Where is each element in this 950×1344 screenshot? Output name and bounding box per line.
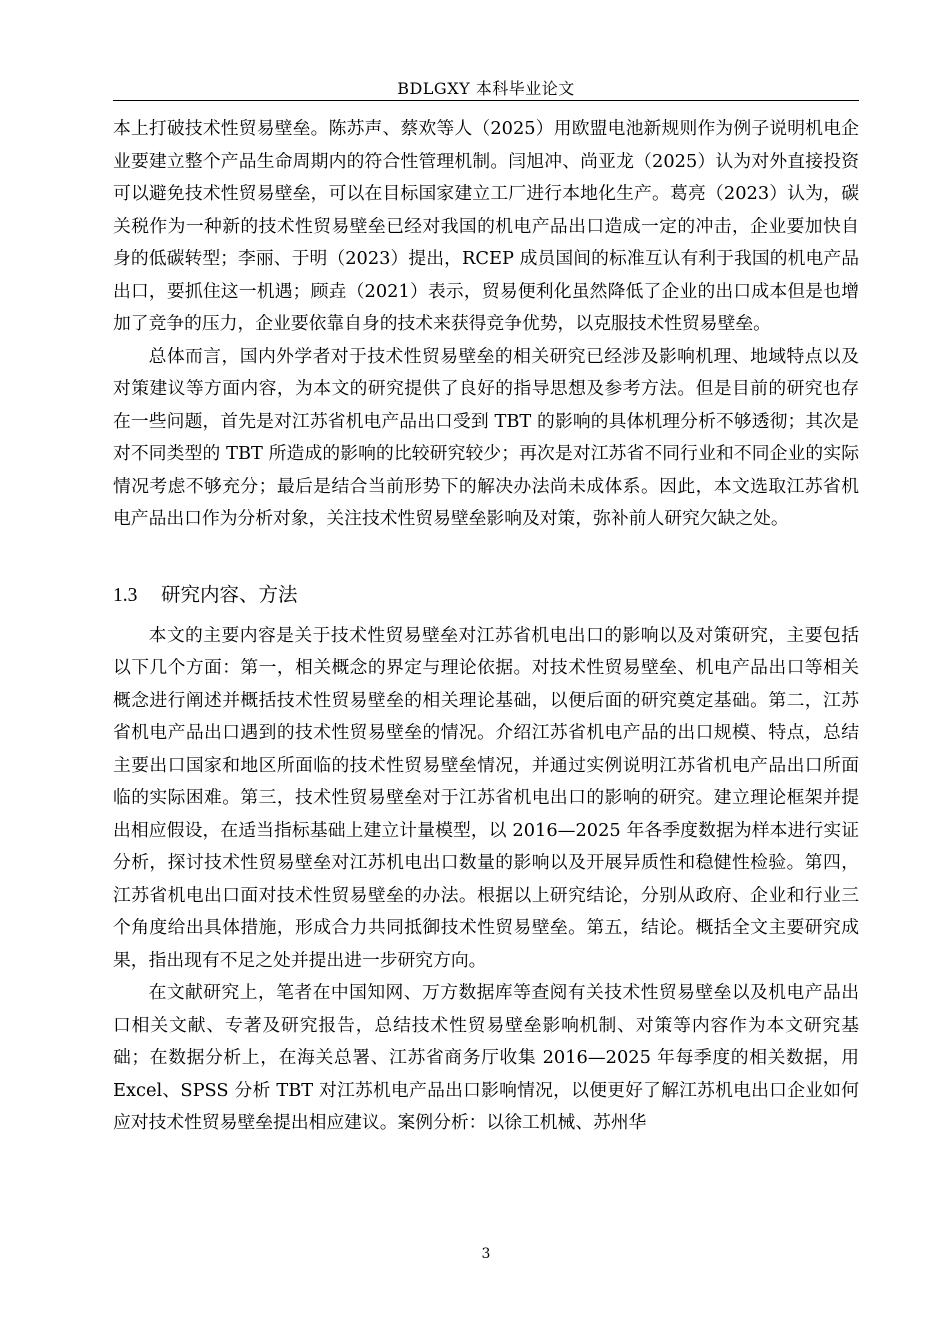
paragraph-research-content: 本文的主要内容是关于技术性贸易壁垒对江苏省机电出口的影响以及对策研究，主要包括以下几个方面：第一，相关概念的界定与理论依据。对技术性贸易壁垒、机电产品出口等相关概念进行阐述并概括技术性贸易壁垒的相关理论基础，以便后面的研究奠定基础。第二，江苏省机电产品出口遇到的技术性贸易壁垒的情况。介绍江苏省机电产品的出口规模、特点，总结主要出口国家和地区所面临的技术性贸易壁垒情况，并通过实例说明江苏省机电产品出口所面临的实际困难。第三，技术性贸易壁垒对于江苏省机电出口的影响的研究。建立理论框架并提出相应假设，在适当指标基础上建立计量模型，以 2016—2025 年各季度数据为样本进行实证分析，探讨技术性贸易壁垒对江苏机电出口数量的影响以及开展异质性和稳健性检验。第四，江苏省机电出口面对技术性贸易壁垒的办法。根据以上研究结论，分别从政府、企业和行业三个角度给出具体措施，形成合力共同抵御技术性贸易壁垒。第五，结论。概括全文主要研究成果，指出现有不足之处并提出进一步研究方向。	[113, 624, 859, 971]
paragraph-research-methods: 在文献研究上，笔者在中国知网、万方数据库等查阅有关技术性贸易壁垒以及机电产品出口相关文献、专著及研究报告，总结技术性贸易壁垒影响机制、对策等内容作为本文研究基础；在数据分析上，在海关总署、江苏省商务厅收集 2016—2025 年每季度的相关数据，用 Excel、SPSS 分析 TBT 对江苏机电产品出口影响情况，以便更好了解江苏机电出口企业如何应对技术性贸易壁垒提出相应建议。案例分析：以徐工机械、苏州华	[113, 982, 859, 1133]
section-number: 1.3	[113, 584, 138, 606]
header-divider	[113, 100, 859, 101]
paragraph-literature-summary: 总体而言，国内外学者对于技术性贸易壁垒的相关研究已经涉及影响机理、地域特点以及对策建议等方面内容，为本文的研究提供了良好的指导思想及参考方法。但是目前的研究也存在一些问题，首先是对江苏省机电产品出口受到 TBT 的影响的具体机理分析不够透彻；其次是对不同类型的 TBT 所造成的影响的比较研究较少；再次是对江苏省不同行业和不同企业的实际情况考虑不够充分；最后是结合当前形势下的解决办法尚未成体系。因此，本文选取江苏省机电产品出口作为分析对象，关注技术性贸易壁垒影响及对策，弥补前人研究欠缺之处。	[113, 345, 859, 529]
section-heading	[113, 579, 859, 612]
page-body	[113, 113, 859, 1140]
running-header: BDLGXY 本科毕业论文	[397, 79, 575, 98]
section-title: 研究内容、方法	[161, 582, 298, 606]
paragraph-literature-continued: 本上打破技术性贸易壁垒。陈苏声、蔡欢等人（2025）用欧盟电池新规则作为例子说明机电企业要建立整个产品生命周期内的符合性管理机制。闫旭冲、尚亚龙（2025）认为对外直接投资可以避免技术性贸易壁垒，可以在目标国家建立工厂进行本地化生产。葛亮（2023）认为，碳关税作为一种新的技术性贸易壁垒已经对我国的机电产品出口造成一定的冲击，企业要加快自身的低碳转型；李丽、于明（2023）提出，RCEP 成员国间的标准互认有利于我国的机电产品出口，要抓住这一机遇；顾垚（2021）表示，贸易便利化虽然降低了企业的出口成本但是也增加了竞争的压力，企业要依靠自身的技术来获得竞争优势，以克服技术性贸易壁垒。	[113, 118, 859, 334]
page-number: 3	[481, 1246, 491, 1262]
